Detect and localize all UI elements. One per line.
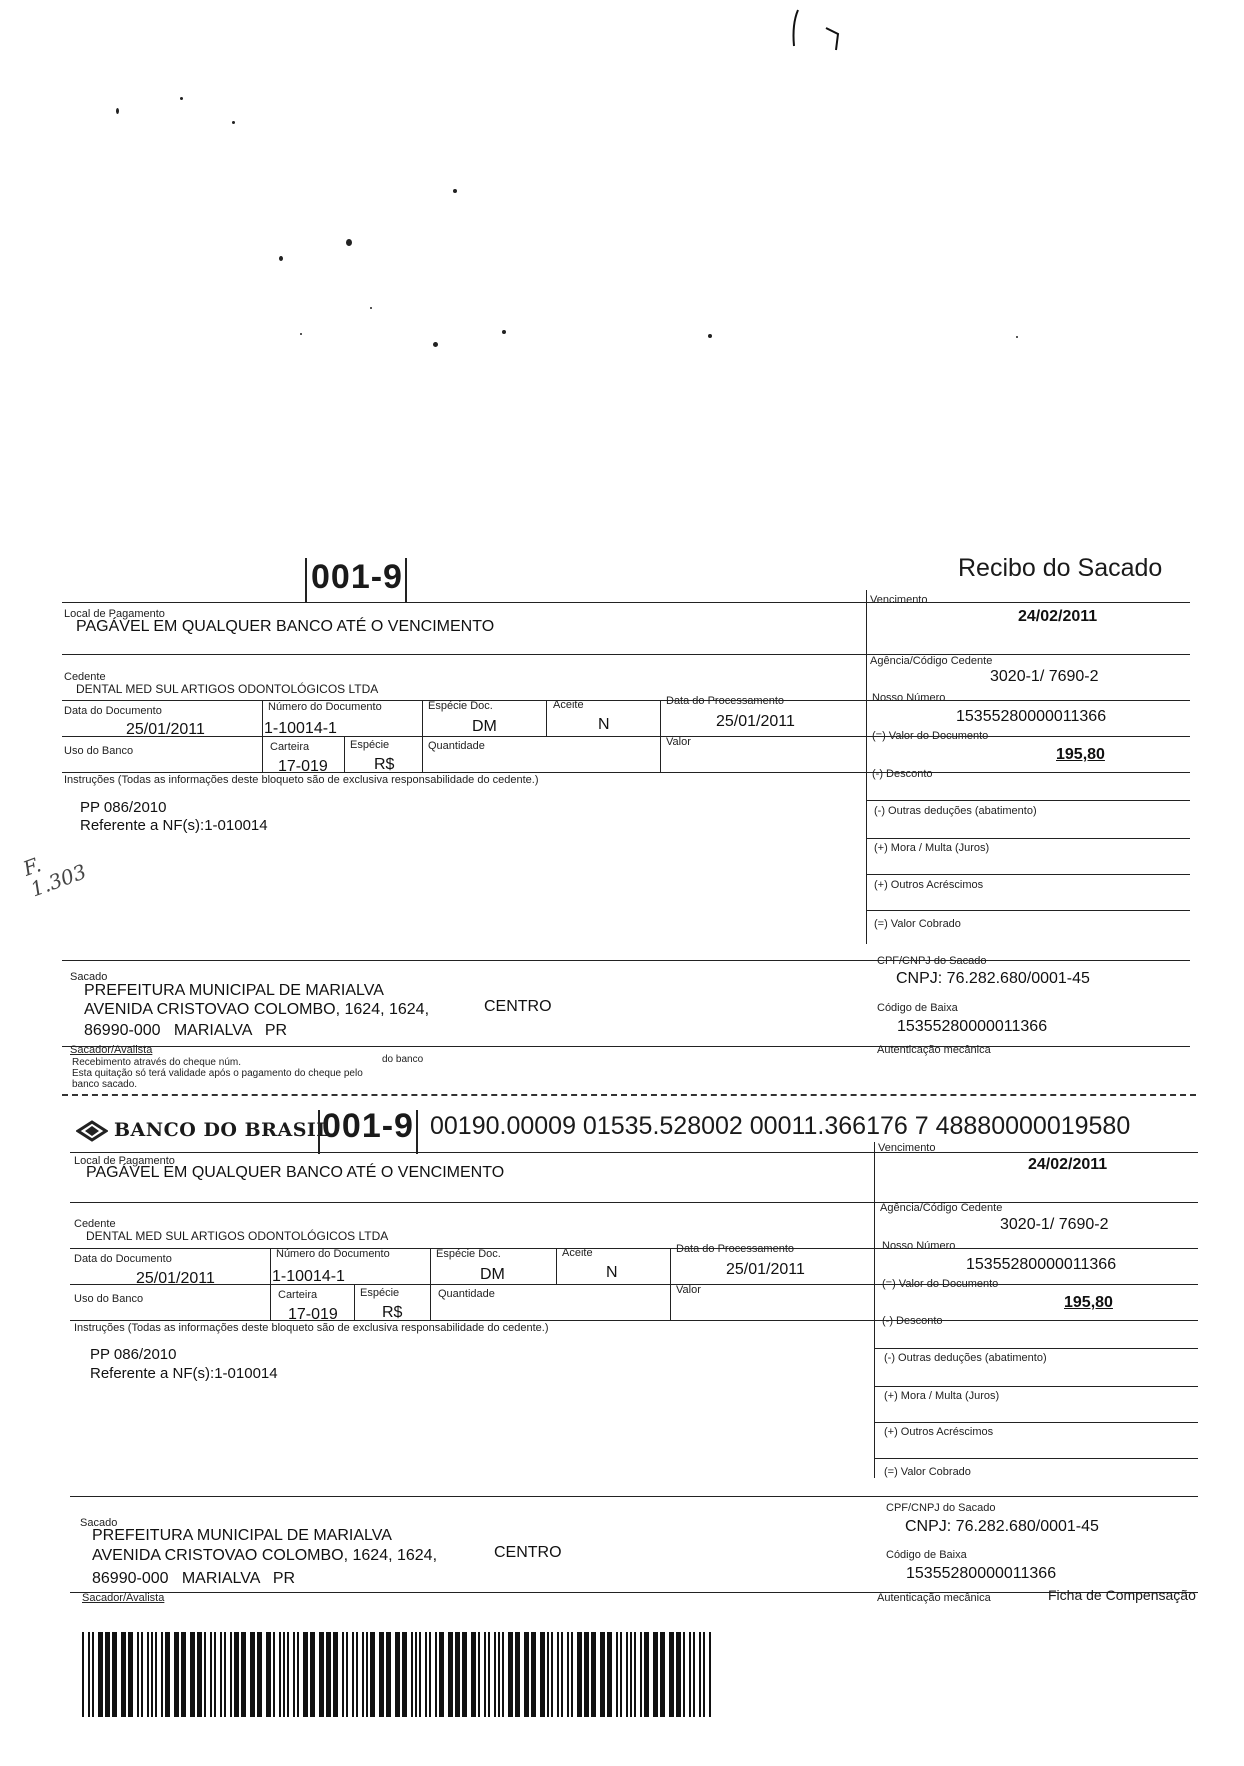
barcode-bar xyxy=(653,1632,658,1717)
slip-rule xyxy=(70,1320,1198,1321)
especie-doc: DM xyxy=(480,1266,505,1283)
barcode-bar xyxy=(669,1632,674,1717)
valor-documento-label: (=) Valor do Documento xyxy=(872,730,989,742)
barcode-bar xyxy=(494,1632,496,1717)
bank-code-divider xyxy=(405,558,407,602)
barcode-bar xyxy=(257,1632,262,1717)
valor-label: Valor xyxy=(666,736,691,748)
slip-rule xyxy=(874,1458,1198,1459)
numero-documento-label: Número do Documento xyxy=(276,1248,390,1260)
local-pagamento: PAGÁVEL EM QUALQUER BANCO ATÉ O VENCIMENTO xyxy=(76,618,495,635)
barcode-bar xyxy=(92,1632,94,1717)
instrucao-line: PP 086/2010 xyxy=(80,799,167,816)
quantidade-label: Quantidade xyxy=(438,1288,495,1300)
barcode-bar xyxy=(137,1632,139,1717)
barcode-bar xyxy=(435,1632,437,1717)
barcode-bar xyxy=(709,1632,711,1717)
barcode-bar xyxy=(689,1632,691,1717)
valor-documento: 195,80 xyxy=(1064,1294,1113,1311)
barcode-bar xyxy=(561,1632,563,1717)
barcode-bar xyxy=(515,1632,520,1717)
receipt-top-rule xyxy=(62,602,1190,603)
slip-top-rule xyxy=(70,1152,1198,1153)
barcode-bar xyxy=(112,1632,117,1717)
vencimento-label: Vencimento xyxy=(878,1142,936,1154)
scan-speck xyxy=(370,307,372,309)
ficha-compensacao-label: Ficha de Compensação xyxy=(1048,1587,1196,1603)
slip-rule xyxy=(70,1248,1198,1249)
aceite-label: Aceite xyxy=(553,699,584,711)
cheque-note: banco sacado. xyxy=(72,1079,138,1090)
barcode-bar xyxy=(484,1632,486,1717)
local-pagamento: PAGÁVEL EM QUALQUER BANCO ATÉ O VENCIMENTO xyxy=(86,1164,505,1181)
agencia: 3020-1/ 7690-2 xyxy=(1000,1216,1109,1233)
barcode-bar xyxy=(362,1632,364,1717)
barcode-bar xyxy=(105,1632,110,1717)
sacador-avalista-label: Sacador/Avalista xyxy=(70,1044,153,1056)
sacado-label: Sacado xyxy=(80,1517,118,1529)
barcode-bar xyxy=(370,1632,375,1717)
instrucao-line: Referente a NF(s):1-010014 xyxy=(90,1365,278,1382)
barcode-bar xyxy=(415,1632,417,1717)
barcode-bar xyxy=(616,1632,618,1717)
outros-acrescimos-label: (+) Outros Acréscimos xyxy=(884,1426,994,1438)
banco-do-brasil-logo-icon xyxy=(76,1120,108,1142)
receipt-rule xyxy=(62,1046,1190,1047)
barcode-bar xyxy=(310,1632,315,1717)
barcode-bar xyxy=(567,1632,569,1717)
sacado-nome: PREFEITURA MUNICIPAL DE MARIALVA xyxy=(84,982,384,999)
barcode-bar xyxy=(224,1632,226,1717)
barcode-bar xyxy=(626,1632,628,1717)
barcode-bar xyxy=(462,1632,467,1717)
especie-label: Espécie xyxy=(360,1287,400,1299)
uso-banco-label: Uso do Banco xyxy=(64,745,134,757)
barcode-bar xyxy=(395,1632,400,1717)
barcode-bar xyxy=(502,1632,504,1717)
barcode-bar xyxy=(584,1632,589,1717)
barcode-bar xyxy=(478,1632,480,1717)
valor-label: Valor xyxy=(676,1284,701,1296)
barcode-bar xyxy=(287,1632,289,1717)
sacado-endereco: AVENIDA CRISTOVAO COLOMBO, 1624, 1624, xyxy=(84,1001,430,1018)
barcode-bar xyxy=(386,1632,391,1717)
carteira-label: Carteira xyxy=(270,741,310,753)
barcode-bar xyxy=(498,1632,500,1717)
receipt-title: Recibo do Sacado xyxy=(958,554,1163,582)
receipt-right-column-divider xyxy=(866,590,867,944)
barcode-bar xyxy=(161,1632,163,1717)
cedente-label: Cedente xyxy=(74,1218,116,1230)
uso-banco-label: Uso do Banco xyxy=(74,1293,144,1305)
barcode-bar xyxy=(488,1632,490,1717)
barcode-bar xyxy=(190,1632,195,1717)
instrucoes-label: Instruções (Todas as informações deste bloqueto são de exclusiva responsabilidade do cedente.) xyxy=(64,774,539,786)
carteira: 17-019 xyxy=(288,1306,338,1323)
barcode-bar xyxy=(342,1632,344,1717)
barcode-bar xyxy=(577,1632,582,1717)
barcode-bar xyxy=(319,1632,324,1717)
barcode-bar xyxy=(220,1632,222,1717)
barcode-bar xyxy=(571,1632,573,1717)
slip-rule xyxy=(70,1202,1198,1203)
sacado-bairro: CENTRO xyxy=(494,1544,562,1561)
sacador-avalista-label: Sacador/Avalista xyxy=(82,1592,165,1604)
numero-documento: 1-10014-1 xyxy=(264,720,337,737)
cedente: DENTAL MED SUL ARTIGOS ODONTOLÓGICOS LTDA xyxy=(86,1229,389,1243)
slip-right-column-divider xyxy=(874,1142,875,1478)
barcode-bar xyxy=(524,1632,529,1717)
receipt-cell-divider xyxy=(344,736,345,772)
barcode-bar xyxy=(540,1632,545,1717)
sacado-cep-cidade: 86990-000 MARIALVA PR xyxy=(92,1570,296,1587)
slip-rule xyxy=(70,1592,1198,1593)
nosso-numero: 15355280000011366 xyxy=(956,708,1107,725)
bank-code: 001-9 xyxy=(311,558,403,596)
barcode-bar xyxy=(419,1632,421,1717)
barcode-bar xyxy=(204,1632,206,1717)
numero-documento-label: Número do Documento xyxy=(268,701,382,713)
barcode-bar xyxy=(366,1632,368,1717)
nosso-numero-label: Nosso Número xyxy=(882,1240,956,1252)
barcode-bar xyxy=(429,1632,431,1717)
especie: R$ xyxy=(374,756,395,773)
data-processamento-label: Data do Processamento xyxy=(676,1243,795,1255)
desconto-label: (-) Desconto xyxy=(872,768,933,780)
especie-doc-label: Espécie Doc. xyxy=(436,1248,501,1260)
cheque-note: Esta quitação só terá validade após o pagamento do cheque pelo xyxy=(72,1068,363,1079)
data-documento-label: Data do Documento xyxy=(64,705,162,717)
scan-speck xyxy=(180,97,183,100)
barcode-bar xyxy=(234,1632,239,1717)
vencimento-label: Vencimento xyxy=(870,594,928,606)
barcode-bar xyxy=(455,1632,460,1717)
receipt-rule xyxy=(62,772,1190,773)
aceite: N xyxy=(606,1264,618,1281)
cedente-label: Cedente xyxy=(64,671,106,683)
barcode-bar xyxy=(557,1632,559,1717)
cnpj: CNPJ: 76.282.680/0001-45 xyxy=(896,970,1090,987)
scan-speck xyxy=(116,108,119,114)
barcode-bar xyxy=(333,1632,338,1717)
barcode-bar xyxy=(197,1632,202,1717)
bank-code-divider xyxy=(305,558,307,602)
autenticacao-label: Autenticação mecânica xyxy=(877,1592,991,1604)
aceite: N xyxy=(598,716,610,733)
barcode-bar xyxy=(634,1632,636,1717)
barcode-bar xyxy=(293,1632,295,1717)
barcode-bar xyxy=(283,1632,285,1717)
scan-speck xyxy=(300,333,302,335)
barcode-bar xyxy=(508,1632,513,1717)
bank-logo-text: BANCO DO BRASIL xyxy=(114,1119,331,1141)
sacado-bairro: CENTRO xyxy=(484,998,552,1015)
handwritten-annotation: F. 1.303 xyxy=(19,852,90,902)
scan-speck xyxy=(346,239,352,246)
barcode-bar xyxy=(141,1632,143,1717)
barcode-bar xyxy=(425,1632,427,1717)
barcode-bar xyxy=(699,1632,701,1717)
slip-cell-divider xyxy=(556,1248,557,1284)
barcode-bar xyxy=(471,1632,476,1717)
slip-rule xyxy=(874,1386,1198,1387)
receipt-rule xyxy=(866,838,1190,839)
barcode-bar xyxy=(600,1632,605,1717)
sacado-endereco: AVENIDA CRISTOVAO COLOMBO, 1624, 1624, xyxy=(92,1547,438,1564)
barcode-bar xyxy=(676,1632,681,1717)
slip-rule xyxy=(70,1496,1198,1497)
barcode-bar xyxy=(660,1632,665,1717)
barcode xyxy=(82,1632,714,1717)
slip-rule xyxy=(70,1284,1198,1285)
cnpj: CNPJ: 76.282.680/0001-45 xyxy=(905,1518,1099,1535)
receipt-rule xyxy=(62,700,1190,701)
barcode-bar xyxy=(174,1632,179,1717)
scan-speck xyxy=(232,121,235,124)
barcode-bar xyxy=(181,1632,186,1717)
carteira: 17-019 xyxy=(278,758,328,775)
receipt-rule xyxy=(62,960,1190,961)
barcode-bar xyxy=(121,1632,126,1717)
bank-code-divider xyxy=(416,1110,418,1154)
codigo-baixa: 15355280000011366 xyxy=(906,1565,1057,1582)
especie-doc: DM xyxy=(472,718,497,735)
slip-rule xyxy=(874,1422,1198,1423)
barcode-bar xyxy=(402,1632,407,1717)
handwritten-mark xyxy=(786,6,866,54)
scan-speck xyxy=(279,256,283,261)
data-documento: 25/01/2011 xyxy=(136,1270,215,1287)
vencimento: 24/02/2011 xyxy=(1028,1156,1108,1173)
instrucoes-label: Instruções (Todas as informações deste bloqueto são de exclusiva responsabilidade do cedente.) xyxy=(74,1322,549,1334)
barcode-bar xyxy=(155,1632,157,1717)
barcode-bar xyxy=(703,1632,705,1717)
scan-speck xyxy=(453,189,457,193)
nosso-numero-label: Nosso Número xyxy=(872,692,946,704)
barcode-bar xyxy=(98,1632,103,1717)
barcode-bar xyxy=(128,1632,133,1717)
nosso-numero: 15355280000011366 xyxy=(966,1256,1117,1273)
slip-rule xyxy=(874,1348,1198,1349)
barcode-bar xyxy=(279,1632,281,1717)
valor-cobrado-label: (=) Valor Cobrado xyxy=(874,918,961,930)
outros-acrescimos-label: (+) Outros Acréscimos xyxy=(874,879,984,891)
cheque-note: do banco xyxy=(382,1054,424,1065)
receipt-cell-divider xyxy=(546,700,547,736)
barcode-bar xyxy=(297,1632,299,1717)
barcode-bar xyxy=(214,1632,216,1717)
barcode-bar xyxy=(266,1632,271,1717)
sacado-label: Sacado xyxy=(70,971,108,983)
mora-label: (+) Mora / Multa (Juros) xyxy=(874,842,990,854)
barcode-bar xyxy=(303,1632,308,1717)
cpf-cnpj-label: CPF/CNPJ do Sacado xyxy=(886,1502,996,1514)
codigo-baixa: 15355280000011366 xyxy=(897,1018,1048,1035)
agencia: 3020-1/ 7690-2 xyxy=(990,668,1099,685)
receipt-rule xyxy=(866,800,1190,801)
receipt-rule xyxy=(62,654,1190,655)
barcode-bar xyxy=(640,1632,642,1717)
cut-line xyxy=(62,1094,1196,1096)
vencimento: 24/02/2011 xyxy=(1018,608,1098,625)
sacado-cep-cidade: 86990-000 MARIALVA PR xyxy=(84,1022,288,1039)
data-processamento-label: Data do Processamento xyxy=(666,695,785,707)
barcode-bar xyxy=(547,1632,549,1717)
codigo-baixa-label: Código de Baixa xyxy=(886,1549,967,1561)
barcode-bar xyxy=(356,1632,358,1717)
especie-label: Espécie xyxy=(350,739,390,751)
barcode-bar xyxy=(210,1632,212,1717)
autenticacao-label: Autenticação mecânica xyxy=(877,1044,991,1056)
barcode-bar xyxy=(326,1632,331,1717)
barcode-bar xyxy=(379,1632,384,1717)
codigo-baixa-label: Código de Baixa xyxy=(877,1002,958,1014)
receipt-rule xyxy=(866,874,1190,875)
valor-cobrado-label: (=) Valor Cobrado xyxy=(884,1466,971,1478)
barcode-bar xyxy=(346,1632,348,1717)
mora-label: (+) Mora / Multa (Juros) xyxy=(884,1390,1000,1402)
desconto-label: (-) Desconto xyxy=(882,1315,943,1327)
barcode-bar xyxy=(250,1632,255,1717)
barcode-bar xyxy=(151,1632,153,1717)
agencia-label: Agência/Código Cedente xyxy=(870,655,993,667)
barcode-bar xyxy=(88,1632,90,1717)
numero-documento: 1-10014-1 xyxy=(272,1268,345,1285)
scan-speck xyxy=(1016,336,1018,338)
scan-speck xyxy=(433,342,438,347)
barcode-bar xyxy=(551,1632,553,1717)
instrucao-line: Referente a NF(s):1-010014 xyxy=(80,817,268,834)
barcode-bar xyxy=(693,1632,695,1717)
valor-documento: 195,80 xyxy=(1056,746,1105,763)
aceite-label: Aceite xyxy=(562,1247,593,1259)
barcode-bar xyxy=(82,1632,84,1717)
barcode-bar xyxy=(531,1632,536,1717)
sacado-nome: PREFEITURA MUNICIPAL DE MARIALVA xyxy=(92,1527,392,1544)
barcode-bar xyxy=(607,1632,612,1717)
barcode-bar xyxy=(448,1632,453,1717)
cedente: DENTAL MED SUL ARTIGOS ODONTOLÓGICOS LTDA xyxy=(76,682,379,696)
receipt-rule xyxy=(866,910,1190,911)
barcode-bar xyxy=(352,1632,354,1717)
barcode-bar xyxy=(165,1632,170,1717)
carteira-label: Carteira xyxy=(278,1289,318,1301)
receipt-rule xyxy=(62,736,1190,737)
barcode-bar xyxy=(241,1632,246,1717)
barcode-bar xyxy=(147,1632,149,1717)
instrucao-line: PP 086/2010 xyxy=(90,1346,177,1363)
barcode-bar xyxy=(439,1632,444,1717)
barcode-bar xyxy=(620,1632,622,1717)
data-documento: 25/01/2011 xyxy=(126,721,205,738)
barcode-bar xyxy=(683,1632,685,1717)
data-processamento: 25/01/2011 xyxy=(726,1261,805,1278)
valor-documento-label: (=) Valor do Documento xyxy=(882,1278,999,1290)
barcode-bar xyxy=(630,1632,632,1717)
barcode-bar xyxy=(644,1632,649,1717)
barcode-bar xyxy=(591,1632,596,1717)
especie-doc-label: Espécie Doc. xyxy=(428,700,493,712)
outras-deducoes-label: (-) Outras deduções (abatimento) xyxy=(884,1352,1047,1364)
data-documento-label: Data do Documento xyxy=(74,1253,172,1265)
barcode-bar xyxy=(230,1632,232,1717)
quantidade-label: Quantidade xyxy=(428,740,485,752)
cpf-cnpj-label: CPF/CNPJ do Sacado xyxy=(877,955,987,967)
scan-speck xyxy=(502,330,506,334)
outras-deducoes-label: (-) Outras deduções (abatimento) xyxy=(874,805,1037,817)
scan-speck xyxy=(708,334,712,338)
local-pagamento-label: Local de Pagamento xyxy=(64,608,165,620)
barcode-bar xyxy=(273,1632,275,1717)
linha-digitavel: 00190.00009 01535.528002 00011.366176 7 48880000019580 xyxy=(430,1112,1131,1140)
especie: R$ xyxy=(382,1304,403,1321)
slip-cell-divider xyxy=(354,1284,355,1320)
barcode-bar xyxy=(411,1632,413,1717)
agencia-label: Agência/Código Cedente xyxy=(880,1202,1003,1214)
data-processamento: 25/01/2011 xyxy=(716,713,795,730)
local-pagamento-label: Local de Pagamento xyxy=(74,1155,175,1167)
bank-code: 001-9 xyxy=(322,1107,414,1145)
bank-code-divider xyxy=(318,1110,320,1154)
cheque-note: Recebimento através do cheque núm. xyxy=(72,1057,241,1068)
